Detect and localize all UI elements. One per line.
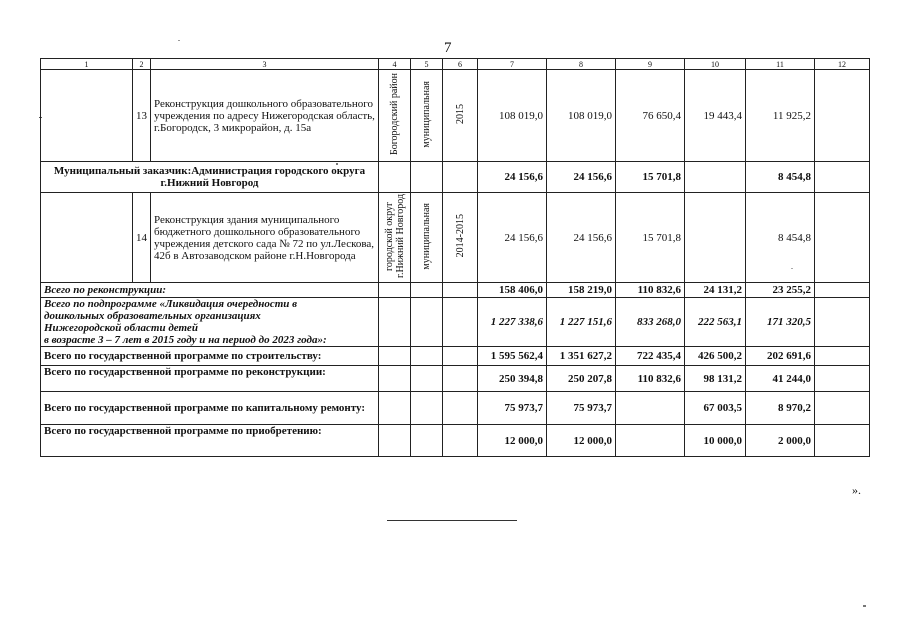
subprogram-label: [41, 298, 379, 347]
empty-cell: [443, 392, 478, 425]
total-label: Всего по государственной программе по капитальному ремонту:: [41, 392, 379, 425]
value-col-11: 202 691,6: [746, 347, 815, 366]
value-col-11: 11 925,2: [746, 70, 815, 162]
value-col-7: 1 595 562,4: [478, 347, 547, 366]
district-cell: [379, 193, 411, 283]
column-number: 1: [41, 59, 133, 70]
value-col-9: 15 701,8: [616, 193, 685, 283]
column-number: 8: [547, 59, 616, 70]
value-col-8: 12 000,0: [547, 425, 616, 457]
empty-cell: [411, 162, 443, 193]
column-number: 2: [133, 59, 151, 70]
empty-cell: [379, 298, 411, 347]
customer-label: Муниципальный заказчик:Администрация городского округа г.Нижний Новгород: [41, 162, 379, 193]
value-col-10: 426 500,2: [685, 347, 746, 366]
years-cell: [443, 70, 478, 162]
empty-cell: [41, 70, 133, 162]
value-col-7: 158 406,0: [478, 283, 547, 298]
empty-cell: [443, 298, 478, 347]
column-number: 11: [746, 59, 815, 70]
empty-cell: [379, 162, 411, 193]
column-number: 10: [685, 59, 746, 70]
value-col-8: 24 156,6: [547, 193, 616, 283]
table-row-total-capital-repair: [41, 392, 870, 425]
table-row-total-gp-reconstruction: [41, 366, 870, 392]
value-col-11: 2 000,0: [746, 425, 815, 457]
value-col-9: 110 832,6: [616, 283, 685, 298]
table-row-total-construction: [41, 347, 870, 366]
value-col-9: 110 832,6: [616, 366, 685, 392]
column-number: 6: [443, 59, 478, 70]
value-col-11: 23 255,2: [746, 283, 815, 298]
years-text: 2015: [454, 104, 466, 124]
empty-cell: [411, 347, 443, 366]
value-col-11: 8 454,8: [746, 193, 815, 283]
empty-cell: [443, 425, 478, 457]
empty-cell: [411, 425, 443, 457]
table-row-object-14: [41, 193, 870, 283]
value-col-10: 98 131,2: [685, 366, 746, 392]
ownership-text: муниципальная: [421, 80, 432, 148]
subprogram-label-line: Всего по подпрограмме «Ликвидация очередности в: [44, 298, 298, 310]
value-col-7: 1 227 338,6: [478, 298, 547, 347]
column-number: 4: [379, 59, 411, 70]
empty-cell: [815, 193, 870, 283]
ownership-cell: [411, 193, 443, 283]
table-row-object-13: [41, 70, 870, 162]
end-divider-line: [387, 520, 517, 521]
value-col-8: 158 219,0: [547, 283, 616, 298]
table-row-total-reconstruction: [41, 283, 870, 298]
value-col-7: 24 156,6: [478, 193, 547, 283]
empty-cell: [815, 347, 870, 366]
ownership-cell: [411, 70, 443, 162]
total-label: Всего по государственной программе по строительству:: [41, 347, 379, 366]
years-cell: [443, 193, 478, 283]
empty-cell: [379, 347, 411, 366]
table-row-total-acquisition: [41, 425, 870, 457]
total-label: Всего по государственной программе по реконструкции:: [41, 366, 379, 392]
empty-cell: [41, 193, 133, 283]
subprogram-label-line: в возрасте 3 – 7 лет в 2015 году и на период до 2023 года»:: [44, 334, 327, 346]
subprogram-label-line: дошкольных образовательных организациях: [44, 310, 261, 322]
value-col-10: 24 131,2: [685, 283, 746, 298]
value-col-8: 1 351 627,2: [547, 347, 616, 366]
empty-cell: [411, 283, 443, 298]
empty-cell: [379, 425, 411, 457]
value-col-7: 24 156,6: [478, 162, 547, 193]
value-col-9: 15 701,8: [616, 162, 685, 193]
object-description: Реконструкция здания муниципального бюджетного дошкольного образовательного учреждения детского сада № 72 по ул.Лескова, 42б в Автозаводском районе г.Н.Новгорода: [151, 193, 379, 283]
value-col-8: 1 227 151,6: [547, 298, 616, 347]
scan-speck: [178, 40, 180, 41]
empty-cell: [815, 298, 870, 347]
district-text: городской округ г.Нижний Новгород: [383, 193, 406, 279]
value-col-10: 67 003,5: [685, 392, 746, 425]
value-col-7: 108 019,0: [478, 70, 547, 162]
column-number: 5: [411, 59, 443, 70]
empty-cell: [815, 162, 870, 193]
object-number: 13: [133, 70, 151, 162]
value-col-9: 76 650,4: [616, 70, 685, 162]
empty-cell: [685, 193, 746, 283]
years-text: 2014-2015: [454, 214, 466, 258]
empty-cell: [411, 298, 443, 347]
district-text: Богородский район: [389, 72, 400, 156]
table-row-total-subprogram: [41, 298, 870, 347]
value-col-11: 41 244,0: [746, 366, 815, 392]
value-col-9: 833 268,0: [616, 298, 685, 347]
scan-speck: [863, 605, 866, 607]
value-col-10: 10 000,0: [685, 425, 746, 457]
empty-cell: [411, 366, 443, 392]
empty-cell: [616, 392, 685, 425]
empty-cell: [815, 425, 870, 457]
empty-cell: [379, 366, 411, 392]
total-label: Всего по реконструкции:: [41, 283, 379, 298]
value-col-7: 75 973,7: [478, 392, 547, 425]
subprogram-label-line: Нижегородской области детей: [44, 322, 198, 334]
value-col-7: 12 000,0: [478, 425, 547, 457]
value-col-7: 250 394,8: [478, 366, 547, 392]
ownership-text: муниципальная: [421, 202, 432, 270]
empty-cell: [685, 162, 746, 193]
value-col-10: 19 443,4: [685, 70, 746, 162]
value-col-11: 171 320,5: [746, 298, 815, 347]
value-col-9: 722 435,4: [616, 347, 685, 366]
column-number-row: [41, 59, 870, 70]
empty-cell: [411, 392, 443, 425]
empty-cell: [379, 392, 411, 425]
value-col-11: 8 454,8: [746, 162, 815, 193]
object-number: 14: [133, 193, 151, 283]
column-number: 3: [151, 59, 379, 70]
value-col-10: 222 563,1: [685, 298, 746, 347]
empty-cell: [379, 283, 411, 298]
empty-cell: [443, 283, 478, 298]
empty-cell: [443, 366, 478, 392]
empty-cell: [815, 283, 870, 298]
empty-cell: [616, 425, 685, 457]
empty-cell: [443, 162, 478, 193]
empty-cell: [815, 366, 870, 392]
column-number: 12: [815, 59, 870, 70]
value-col-8: 24 156,6: [547, 162, 616, 193]
empty-cell: [443, 347, 478, 366]
empty-cell: [815, 70, 870, 162]
value-col-8: 250 207,8: [547, 366, 616, 392]
empty-cell: [815, 392, 870, 425]
value-col-11: 8 970,2: [746, 392, 815, 425]
table-row-customer: [41, 162, 870, 193]
district-cell: [379, 70, 411, 162]
column-number: 9: [616, 59, 685, 70]
value-col-8: 75 973,7: [547, 392, 616, 425]
total-label: Всего по государственной программе по приобретению:: [41, 425, 379, 457]
scan-speck: [336, 163, 338, 165]
object-description: Реконструкция дошкольного образовательного учреждения по адресу Нижегородская область, г.Богородск, 3 микрорайон, д. 15а: [151, 70, 379, 162]
column-number: 7: [478, 59, 547, 70]
closing-quote: ».: [852, 483, 861, 497]
page-number: 7: [444, 40, 452, 56]
value-col-8: 108 019,0: [547, 70, 616, 162]
construction-program-table: [40, 58, 870, 457]
